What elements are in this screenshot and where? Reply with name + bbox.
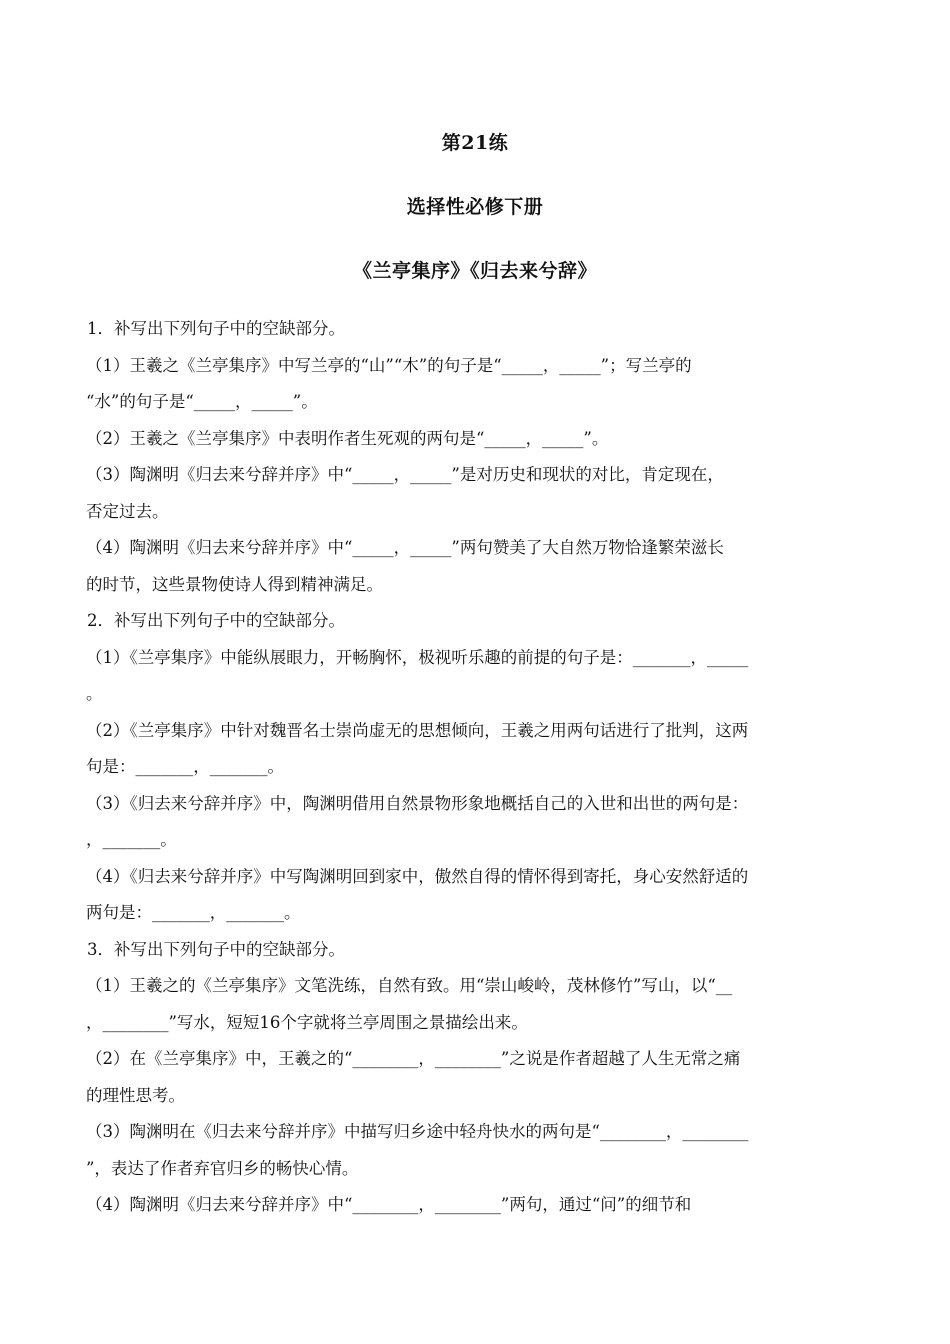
question-3-item-2-line-2: 的理性思考。 — [86, 1085, 185, 1105]
question-3-item-3-line-1: （3）陶渊明在《归去来兮辞并序》中描写归乡途中轻舟快水的两句是“________，________ — [86, 1122, 749, 1141]
question-1-item-4-line-1: （4）陶渊明《归去来兮辞并序》中“_____，_____”两句赞美了大自然万物恰逢繁荣滋长 — [86, 538, 724, 557]
question-2-item-1-line-1: （1）《兰亭集序》中能纵展眼力，开畅胸怀，极视听乐趣的前提的句子是：_______，_____ — [86, 647, 749, 667]
question-3-item-1-line-2: ，________”写水，短短16个字就将兰亭周围之景描绘出来。 — [86, 1012, 528, 1032]
page-title: 第21练 — [441, 132, 509, 154]
question-2-item-4-line-2: 两句是：_______，_______。 — [86, 903, 301, 922]
question-1-item-1-line-1: （1）王羲之《兰亭集序》中写兰亭的“山”“木”的句子是“_____，_____”；写兰亭的 — [86, 355, 692, 375]
question-2-item-4-line-1: （4）《归去来兮辞并序》中写陶渊明回到家中，傲然自得的情怀得到寄托，身心安然舒适的 — [86, 866, 749, 886]
section-heading: 《兰亭集序》《归去来兮辞》 — [352, 260, 597, 282]
question-1-heading: 1．补写出下列句子中的空缺部分。 — [87, 319, 345, 338]
question-1-item-3-line-1: （3）陶渊明《归去来兮辞并序》中“_____，_____”是对历史和现状的对比，肯定现在， — [86, 465, 724, 484]
question-2-item-3-line-1: （3）《归去来兮辞并序》中，陶渊明借用自然景物形象地概括自己的入世和出世的两句是： — [86, 793, 749, 813]
question-3-item-3-line-2: ”，表达了作者弃官归乡的畅快心情。 — [86, 1158, 359, 1178]
question-3-item-1-line-1: （1）王羲之的《兰亭集序》文笔洗练，自然有致。用“崇山峻岭，茂林修竹”写山，以“__ — [86, 976, 733, 995]
question-2-item-1-line-2: 。 — [86, 684, 103, 703]
question-1-item-1-line-2: “水”的句子是“_____，_____”。 — [86, 392, 318, 411]
question-2-item-3-line-2: ，_______。 — [86, 830, 177, 849]
question-3-item-4-line-1: （4）陶渊明《归去来兮辞并序》中“________，________”两句，通过“问”的细节和 — [86, 1195, 692, 1214]
question-2-heading: 2．补写出下列句子中的空缺部分。 — [87, 611, 345, 630]
question-1-item-4-line-2: 的时节，这些景物使诗人得到精神满足。 — [86, 574, 383, 594]
question-body — [86, 311, 868, 1224]
question-2-item-2-line-1: （2）《兰亭集序》中针对魏晋名士崇尚虚无的思想倾向，王羲之用两句话进行了批判，这两 — [86, 720, 749, 740]
question-3-heading: 3．补写出下列句子中的空缺部分。 — [87, 939, 345, 959]
question-1-item-2: （2）王羲之《兰亭集序》中表明作者生死观的两句是“_____，_____”。 — [86, 428, 609, 448]
question-3-item-2-line-1: （2）在《兰亭集序》中，王羲之的“________，________”之说是作者超越了人生无常之痛 — [86, 1049, 741, 1068]
page-subtitle: 选择性必修下册 — [406, 196, 544, 218]
question-1-item-3-line-2: 否定过去。 — [86, 501, 169, 521]
question-2-item-2-line-2: 句是：_______，_______。 — [86, 757, 284, 776]
